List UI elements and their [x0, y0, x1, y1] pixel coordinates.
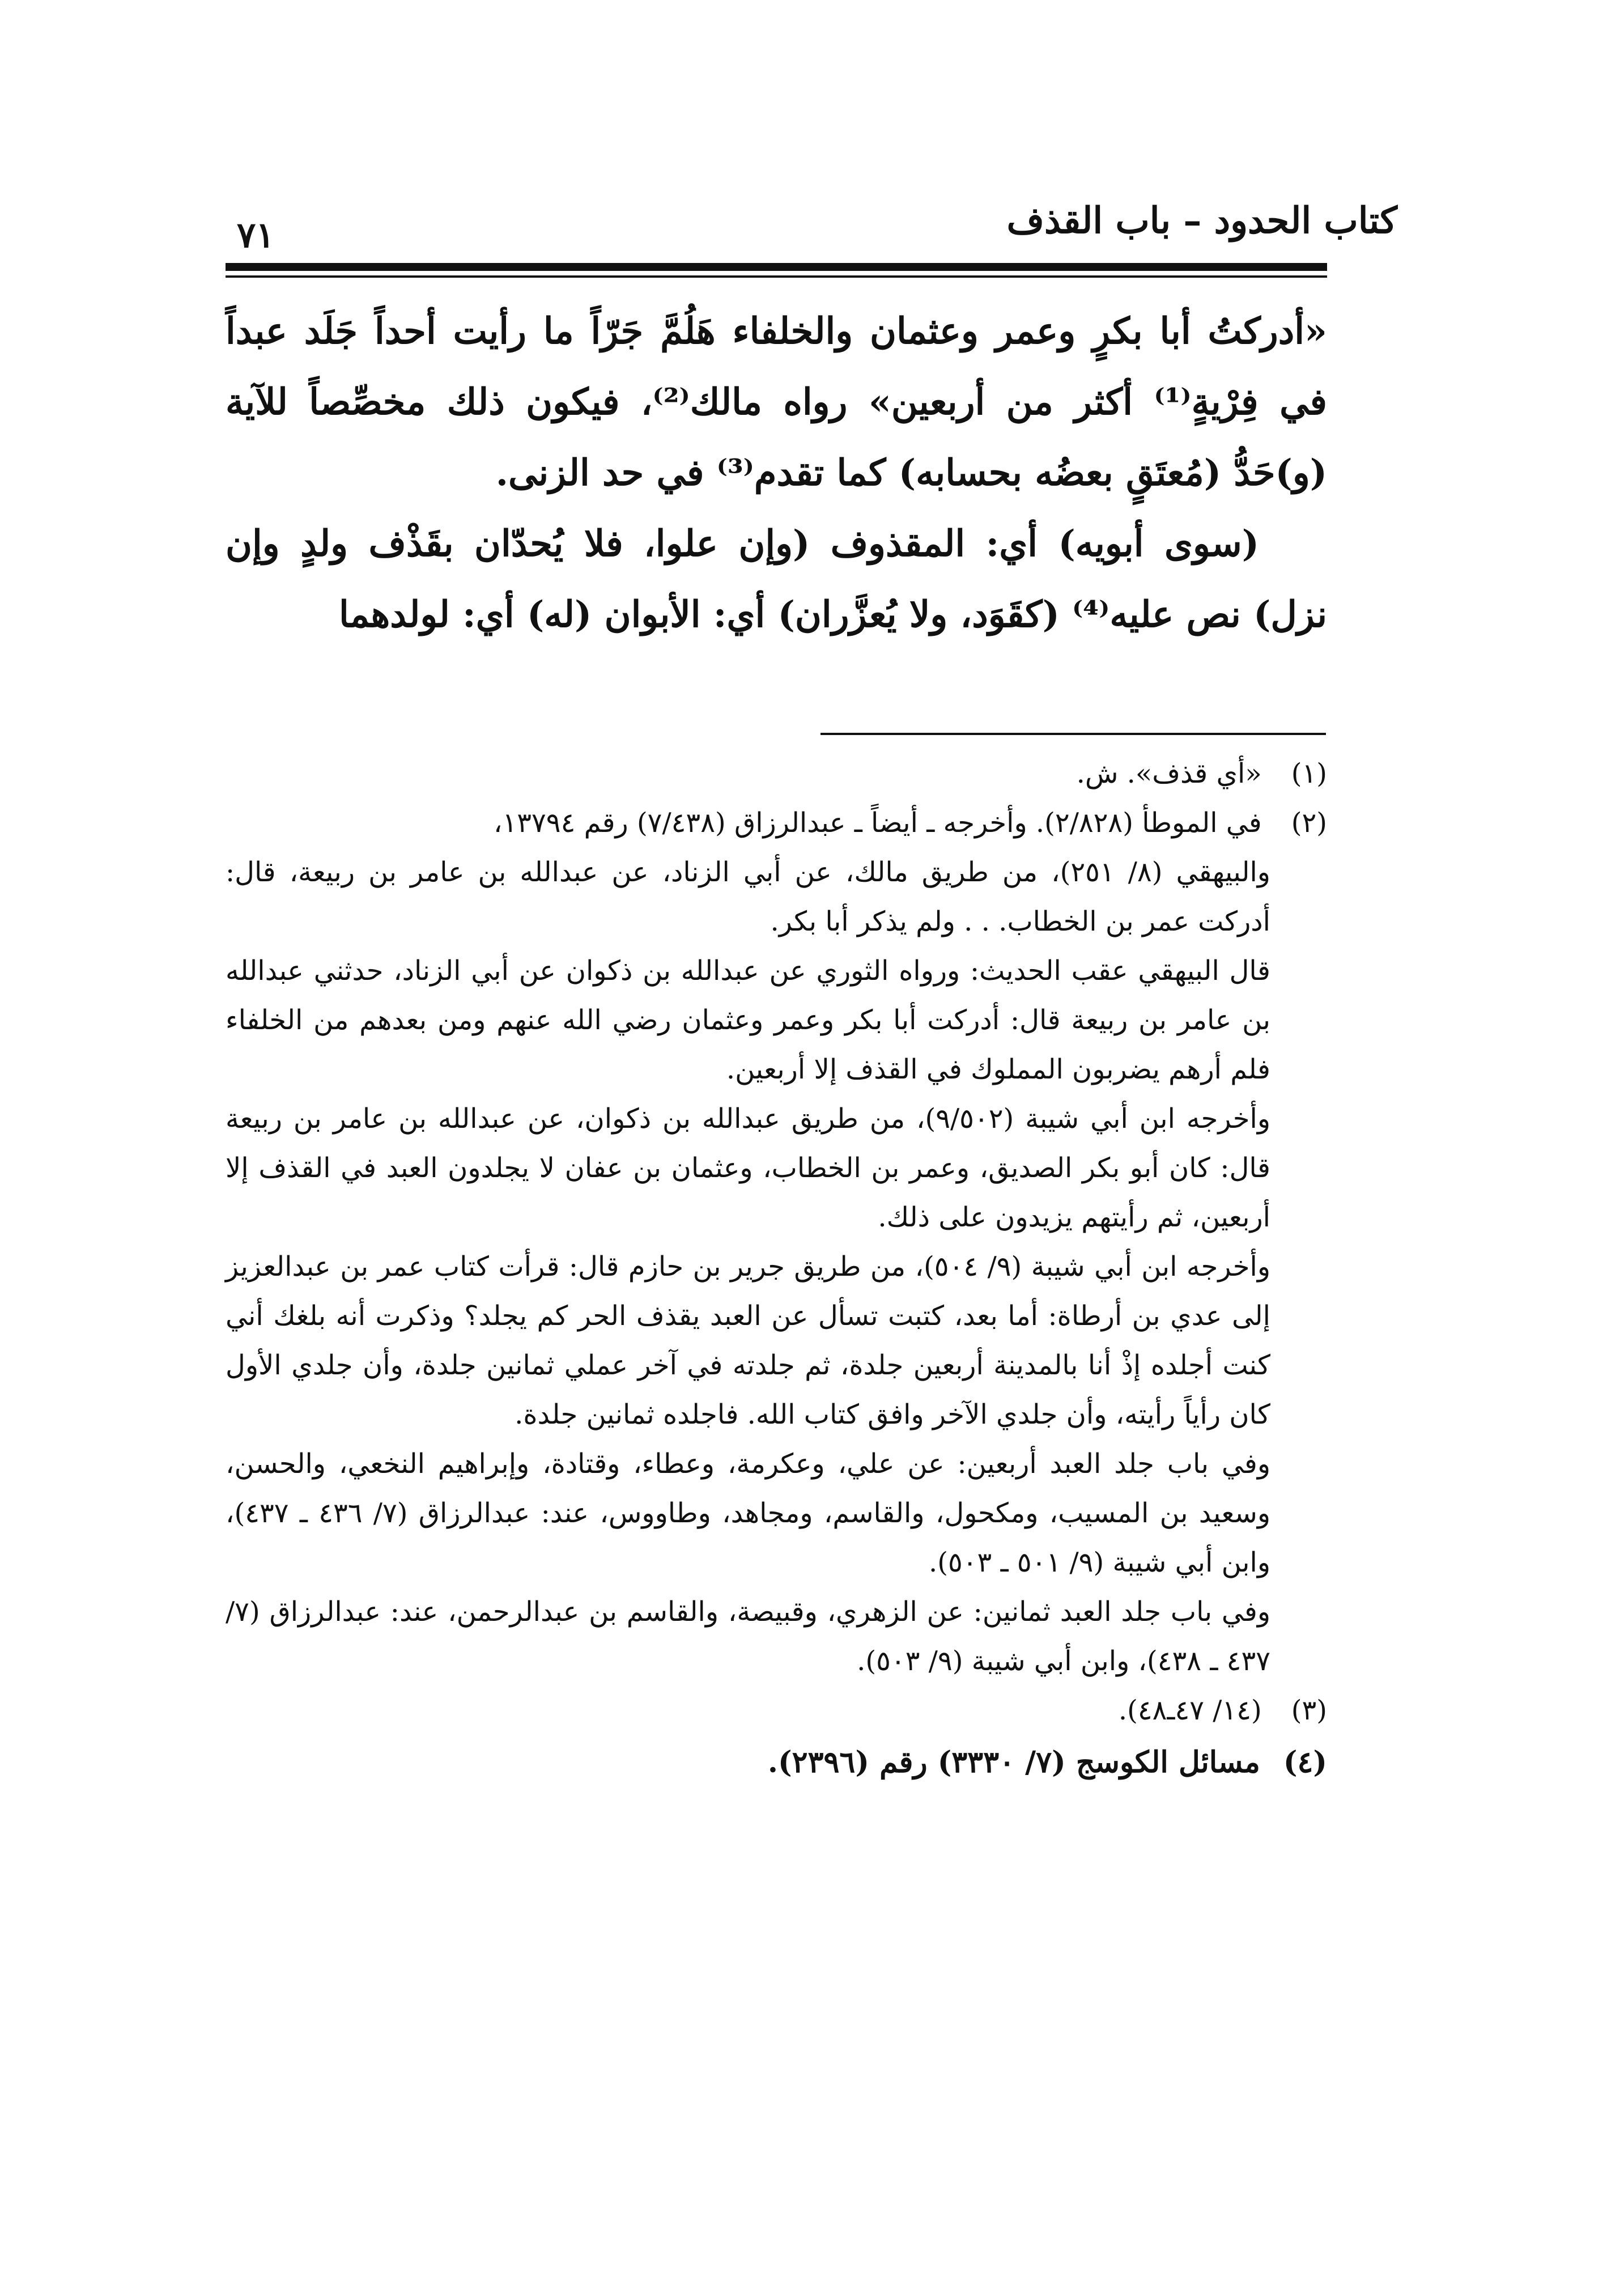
- footnote-text: «أي قذف». ش.: [1076, 758, 1262, 789]
- footnote-1: [226, 749, 1327, 799]
- footnote-2-continuation: والبيهقي (٨/ ٢٥١)، من طريق مالك، عن أبي الزناد، عن عبدالله بن عامر بن ربيعة، قال: أدركت عمر بن الخطاب. . . ولم يذكر أبا بكر.: [226, 856, 1270, 937]
- footnote-separator: [820, 733, 1326, 735]
- footnote-2-continuation: وأخرجه ابن أبي شيبة (٩/٥٠٢)، من طريق عبدالله بن ذكوان، عن عبدالله بن عامر بن ربيعة قال: كان أبو بكر الصديق، وعمر بن الخطاب، وعثمان بن عفان لا يجلدون العبد في القذف إلا أربعين، ثم رأيتهم يزيدون على ذلك.: [226, 1103, 1270, 1233]
- footnote-2-continuation: وفي باب جلد العبد ثمانين: عن الزهري، وقبيصة، والقاسم بن عبدالرحمن، عند: عبدالرزاق (٧/ ٤٣٧ ـ ٤٣٨)، وابن أبي شيبة (٩/ ٥٠٣).: [226, 1596, 1270, 1677]
- footnote-text: (١٤/ ٤٧ـ٤٨).: [1118, 1695, 1262, 1726]
- footnote-2-continuation: وفي باب جلد العبد أربعين: عن علي، وعكرمة، وعطاء، وقتادة، وإبراهيم النخعي، والحسن، وسعيد بن المسيب، ومكحول، والقاسم، ومجاهد، وطاووس، عند: عبدالرزاق (٧/ ٤٣٦ ـ ٤٣٧)، وابن أبي شيبة (٩/ ٥٠١ ـ ٥٠٣).: [226, 1448, 1270, 1578]
- footnote-2: [226, 799, 1327, 848]
- main-paragraph-2: (سوى أبويه) أي: المقذوف (وإن علوا، فلا يُحدّان بقَذْف ولدٍ وإن نزل) نص عليه⁽⁴⁾ (كقَوَد، ولا يُعزَّران) أي: الأبوان (له) أي: لولدهما: [226, 523, 1327, 636]
- footnote-mark: (٢): [1291, 807, 1327, 839]
- footnote-mark: (٣): [1291, 1695, 1327, 1726]
- page-number: ٧١: [237, 214, 275, 256]
- main-text: [226, 296, 1327, 650]
- header-rule-thick: [226, 263, 1327, 271]
- footnote-2-continuation: وأخرجه ابن أبي شيبة (٩/ ٥٠٤)، من طريق جرير بن حازم قال: قرأت كتاب عمر بن عبدالعزيز إلى عدي بن أرطاة: أما بعد، كتبت تسأل عن العبد يقذف الحر كم يجلد؟ وذكرت أنه بلغك أني كنت أجلده إذْ أنا بالمدينة أربعين جلدة، ثم جلدته في آخر عملي ثمانين جلدة، وأن جلدي الأول كان رأياً رأيته، وأن جلدي الآخر وافق كتاب الله. فاجلده ثمانين جلدة.: [226, 1251, 1270, 1430]
- footnote-mark: (٤): [1283, 1745, 1327, 1780]
- footnote-3: [226, 1686, 1327, 1735]
- footnote-4: [226, 1735, 1327, 1789]
- running-head: كتاب الحدود – باب القذف: [1006, 199, 1397, 242]
- footnote-text: في الموطأ (٢/٨٢٨). وأخرجه ـ أيضاً ـ عبدالرزاق (٧/٤٣٨) رقم ١٣٧٩٤،: [493, 807, 1262, 839]
- footnote-text: مسائل الكوسج (٧/ ٣٣٣٠) رقم (٢٣٩٦).: [767, 1745, 1260, 1780]
- footnotes: [226, 749, 1327, 1789]
- main-paragraph-1: «أدركتُ أبا بكرٍ وعمر وعثمان والخلفاء هَلُمَّ جَرّاً ما رأيت أحداً جَلَد عبداً في فِرْيةٍ⁽¹⁾ أكثر من أربعين» رواه مالك⁽²⁾، فيكون ذلك مخصِّصاً للآية (و)حَدُّ (مُعتَقٍ بعضُه بحسابه) كما تقدم⁽³⁾ في حد الزنى.: [226, 310, 1328, 494]
- header-rule-thin: [226, 275, 1327, 278]
- footnote-2-continuation: قال البيهقي عقب الحديث: ورواه الثوري عن عبدالله بن ذكوان عن أبي الزناد، حدثني عبدالله بن عامر بن ربيعة قال: أدركت أبا بكر وعمر وعثمان رضي الله عنهم ومن بعدهم من الخلفاء فلم أرهم يضربون المملوك في القذف إلا أربعين.: [226, 955, 1270, 1085]
- footnote-mark: (١): [1291, 758, 1327, 789]
